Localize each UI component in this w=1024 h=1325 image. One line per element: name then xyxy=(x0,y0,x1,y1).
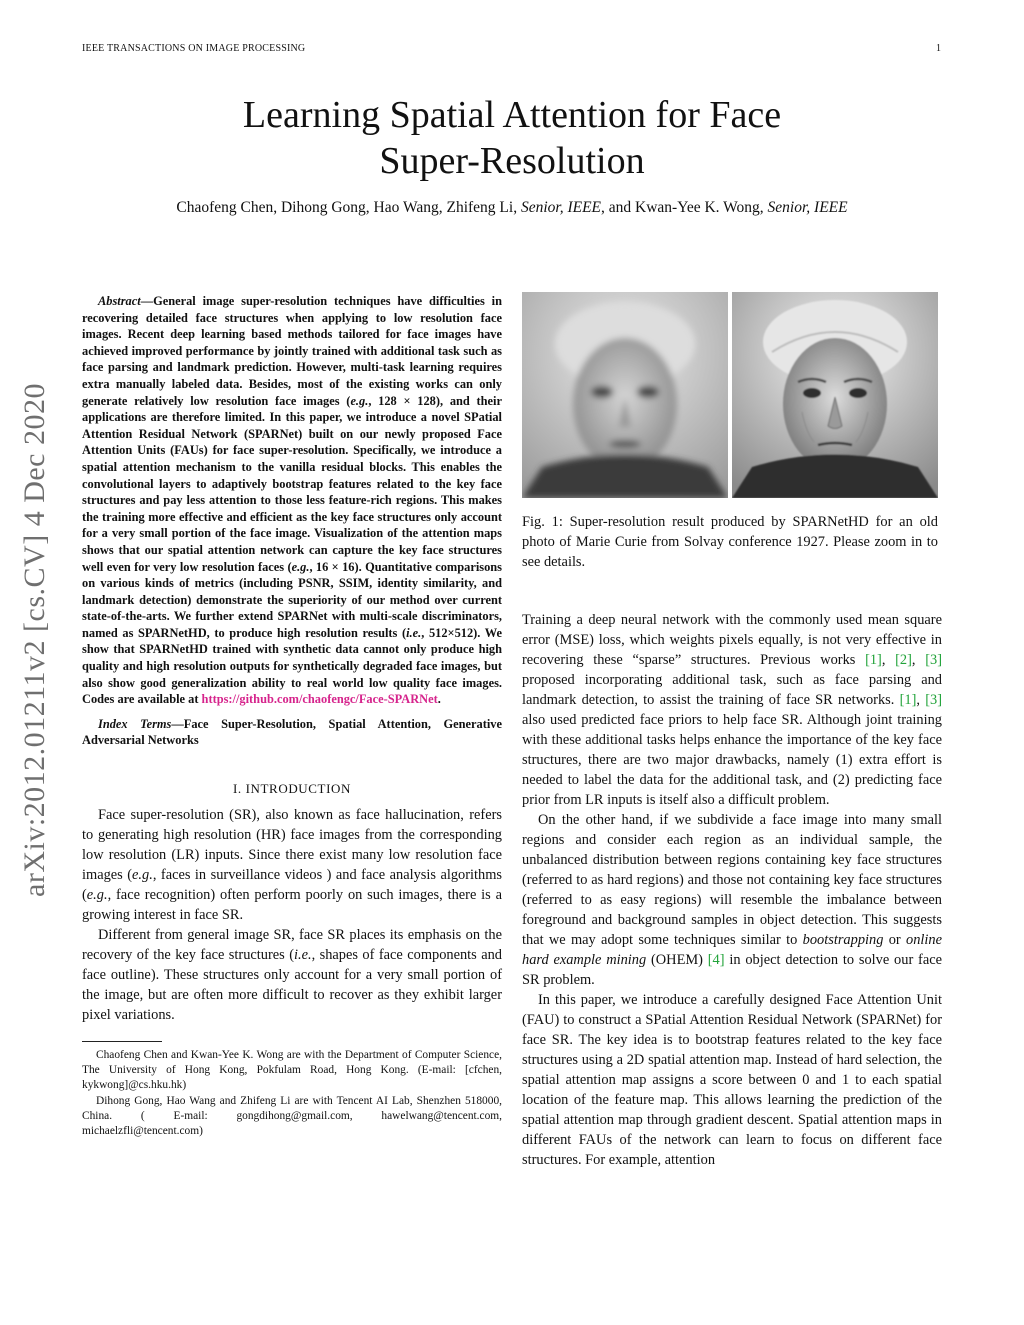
intro-p1-c: , face recognition) often perform poorly on such images, there is a growing interest in face SR. xyxy=(82,887,502,924)
index-terms-text: —Face Super-Resolution, Spatial Attention, Generative Adversarial Networks xyxy=(82,716,503,748)
right-paragraph-3: In this paper, we introduce a carefully designed Face Attention Unit (FAU) to construct a SPatial Attention Residual Network (SPARNet) for face SR. The key idea is to bootstrap features related to the key face structures using a 2D spatial attention map. Instead of hard selection, the spatial attention map assigns a score between 0 and 1 to each spatial location of the feature map. This allows learning the prediction of the spatial attention map through gradient descent. Spatial attention maps in different FAUs of the network can learn to focus on different face structures. For example, attention xyxy=(522,992,942,1168)
citation-1b[interactable]: [1] xyxy=(899,692,917,708)
right-p2-a: On the other hand, if we subdivide a face image into many small regions and consider each region as an individual sample, the unbalanced distribution between regions containing key face structures (referred to as hard regions) and those not containing key face structures (referred to as easy regions) will resemble the imbalance between foreground and background samples in object detection. This suggests that we may adopt some techniques similar to xyxy=(522,812,942,948)
photo-sparnethd-output xyxy=(732,292,938,498)
left-column xyxy=(82,293,502,1139)
abstract-eg-1: e.g. xyxy=(350,393,369,408)
abstract-end: . xyxy=(437,692,441,707)
footnote-affiliation-1: Chaofeng Chen and Kwan-Yee K. Wong are with the Department of Computer Science, The University of Hong Kong, Pokfulam Road, Hong Kong. (E-mail: [cfchen, kykwong]@cs.hku.hk) xyxy=(82,1049,502,1092)
abstract-text-4: , 512×512). We show that SPARNetHD trained with synthetic data cannot only produce high quality and high resolution outputs for synthetically degraded face images, but also show good generalization ability to real world low quality face images. Codes are available at xyxy=(82,625,502,707)
abstract-ie: i.e. xyxy=(406,625,422,640)
right-paragraph-2 xyxy=(522,810,942,990)
right-column xyxy=(522,610,942,1170)
abstract-text-3: , 16 × 16). Quantitative comparisons on various kinds of metrics (including PSNR, SSIM, identity similarity, and landmark detection) demonstrate the superiority of our method over current state-of-the-arts. We further extend SPARNet with multi-scale discriminators, named as SPARNetHD, to produce high resolution results ( xyxy=(82,559,502,640)
figure-1 xyxy=(522,292,938,572)
right-p1-b: proposed incorporating additional task, such as face parsing and landmark detection, to assist the training of face SR networks. xyxy=(522,672,942,708)
page-number: 1 xyxy=(936,43,941,54)
intro-p1-b: , faces in surveillance videos ) and face analysis algorithms ( xyxy=(82,867,503,904)
authors-part-1: Chaofeng Chen, Dihong Gong, Hao Wang, Zhifeng Li, xyxy=(176,199,521,216)
abstract-lead: Abstract xyxy=(98,294,141,308)
right-p1-sep-3: , xyxy=(916,692,926,708)
abstract xyxy=(82,293,502,708)
right-p1-c: also used predicted face priors to help face SR. Although joint training with these additional tasks helps enhance the importance of the key face structures, there are two major drawbacks, namely (1) extra effort is needed to label the data for the additional task, and (2) predicting face prior from LR inputs is itself also a difficult problem. xyxy=(522,712,942,808)
figure-1-caption: Fig. 1: Super-resolution result produced by SPARNetHD for an old photo of Marie Curie from Solvay conference 1927. Please zoom in to see details. xyxy=(522,514,938,570)
citation-3b[interactable]: [3] xyxy=(925,692,942,708)
running-header: IEEE TRANSACTIONS ON IMAGE PROCESSING xyxy=(82,43,306,54)
index-terms-lead: Index Terms xyxy=(98,716,172,731)
right-paragraph-1 xyxy=(522,610,942,810)
abstract-text-1: —General image super-resolution techniques have difficulties in recovering detailed face structures when applying to low resolution face images. Recent deep learning based methods tailored for face images have achieved improved performance by jointly trained with additional task such as face parsing and landmark prediction. However, multi-task learning requires extra manually labeled data. Besides, most of the existing works can only generate relatively low resolution face images ( xyxy=(82,294,502,408)
intro-p2-b: , shapes of face components and face outline). These structures only account for a very small portion of the image, but are often more difficult to recover as they exhibit larger pixel variations. xyxy=(82,947,502,1024)
intro-p1-a: Face super-resolution (SR), also known as face hallucination, refers to generating high resolution (HR) face images from the corresponding low resolution (LR) inputs. Since there exist many low resolution face images ( xyxy=(82,807,502,884)
intro-p2-a: Different from general image SR, face SR places its emphasis on the recovery of the key face structures ( xyxy=(82,927,502,964)
right-p1-sep-1: , xyxy=(881,652,896,668)
paper-title xyxy=(0,92,1024,184)
right-p2-or: or xyxy=(883,932,907,948)
authors-part-2: , and Kwan-Yee K. Wong, xyxy=(601,199,768,216)
footnote-affiliation-2: Dihong Gong, Hao Wang and Zhifeng Li are with Tencent AI Lab, Shenzhen 518000, China. ( E-mail: gongdihong@gmail.com, hawelwang@tencent.com, michaelzfli@tencent.com) xyxy=(82,1094,502,1138)
author-list xyxy=(0,199,1024,217)
intro-p1-eg-1: e.g. xyxy=(132,867,153,884)
intro-paragraph-1 xyxy=(82,805,502,925)
footnote-divider xyxy=(82,1041,162,1042)
intro-p2-ie: i.e. xyxy=(294,947,312,964)
right-p1-sep-2: , xyxy=(911,652,926,668)
author-grade-2: Senior, IEEE xyxy=(767,199,848,216)
right-p1-a: Training a deep neural network with the commonly used mean square error (MSE) loss, which weights pixels equally, is not very effective in recovering these “sparse” structures. Previous works xyxy=(522,612,942,668)
abstract-eg-2: e.g. xyxy=(291,559,310,574)
intro-paragraph-2 xyxy=(82,925,502,1025)
right-p2-c: in object detection to solve our face SR problem. xyxy=(522,952,942,988)
index-terms xyxy=(82,716,502,749)
intro-p1-eg-2: e.g. xyxy=(86,887,108,904)
citation-3[interactable]: [3] xyxy=(925,652,942,668)
citation-2[interactable]: [2] xyxy=(895,652,912,668)
citation-1[interactable]: [1] xyxy=(865,652,882,668)
photo-low-resolution-input xyxy=(522,292,728,498)
right-p2-b: (OHEM) xyxy=(646,952,708,968)
abstract-text-2: , 128 × 128), and their applications are therefore limited. In this paper, we introduce a novel SPatial Attention Residual Network (SPARNet) built on our newly proposed Face Attention Units (FAUs) for face super-resolution. Specifically, we introduce a spatial attention mechanism to the vanilla residual blocks. This enables the convolutional layers to adaptively bootstrap features related to the key face structures and pay less attention to those less feature-rich regions. This makes the training more effective and efficient as the key face structures only account for a very small portion of the face image. Visualization of the attention maps shows that our spatial attention network can capture the key face structures well even for very low resolution faces ( xyxy=(82,393,502,574)
citation-4[interactable]: [4] xyxy=(707,952,725,968)
right-p2-bootstrapping: bootstrapping xyxy=(802,932,884,948)
arxiv-identifier: arXiv:2012.01211v2 [cs.CV] 4 Dec 2020 xyxy=(18,383,51,897)
section-heading-introduction: I. INTRODUCTION xyxy=(232,781,352,797)
title-line-2: Super-Resolution xyxy=(379,140,645,182)
title-line-1: Learning Spatial Attention for Face xyxy=(242,94,782,136)
code-link[interactable]: https://github.com/chaofengc/Face-SPARNet xyxy=(201,692,438,707)
right-p2-ohem: online hard example mining xyxy=(522,932,942,968)
author-grade-1: Senior, IEEE xyxy=(520,199,602,216)
